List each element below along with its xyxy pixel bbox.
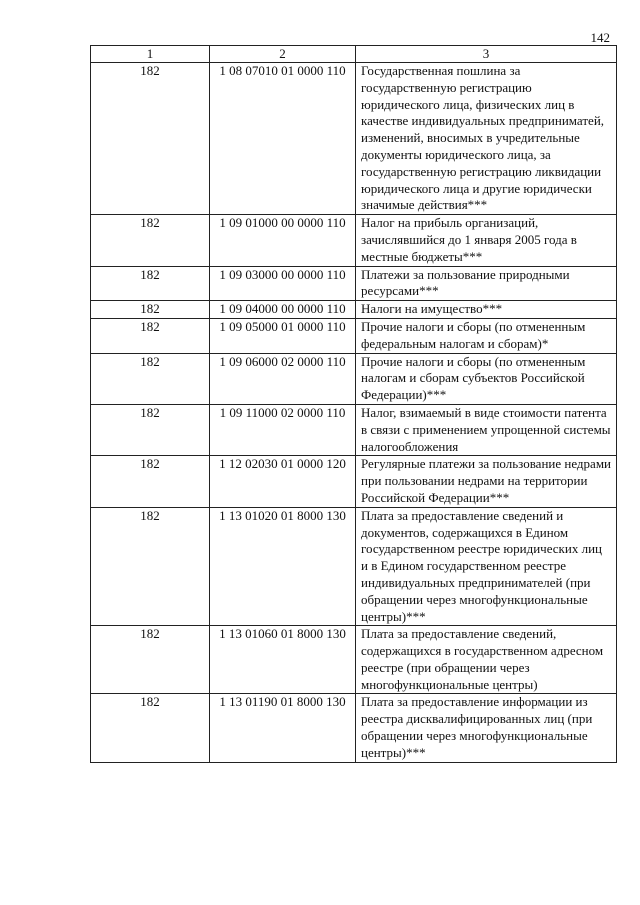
- table-row: [91, 301, 617, 319]
- admin-code-cell: 182: [91, 626, 210, 694]
- income-code-cell: 1 09 01000 00 0000 110: [210, 215, 356, 266]
- column-header-3: 3: [356, 46, 617, 63]
- income-code-cell: 1 13 01060 01 8000 130: [210, 626, 356, 694]
- table-row: [91, 694, 617, 762]
- table-row: [91, 353, 617, 404]
- table-row: [91, 626, 617, 694]
- income-name-cell: Прочие налоги и сборы (по отмененным налогам и сборам субъектов Российской Федерации)***: [356, 353, 617, 404]
- table-row: [91, 404, 617, 455]
- income-code-cell: 1 09 04000 00 0000 110: [210, 301, 356, 319]
- page-number: 142: [590, 30, 610, 45]
- admin-code-cell: 182: [91, 318, 210, 353]
- income-name-cell: Налоги на имущество***: [356, 301, 617, 319]
- admin-code-cell: 182: [91, 694, 210, 762]
- table-row: [91, 266, 617, 301]
- income-code-cell: 1 13 01190 01 8000 130: [210, 694, 356, 762]
- income-name-cell: Прочие налоги и сборы (по отмененным федеральным налогам и сборам)*: [356, 318, 617, 353]
- table-row: [91, 456, 617, 507]
- income-name-cell: Плата за предоставление сведений, содержащихся в государственном адресном реестре (при обращении через многофункциональные центры): [356, 626, 617, 694]
- income-name-cell: Плата за предоставление сведений и документов, содержащихся в Едином государственном реестре юридических лиц и в Едином государственном реестре индивидуальных предпринимателей (при обращении через многофункциональные центры)***: [356, 507, 617, 626]
- column-header-2: 2: [210, 46, 356, 63]
- admin-code-cell: 182: [91, 301, 210, 319]
- table-row: [91, 318, 617, 353]
- admin-code-cell: 182: [91, 404, 210, 455]
- income-name-cell: Регулярные платежи за пользование недрами при пользовании недрами на территории Российской Федерации***: [356, 456, 617, 507]
- admin-code-cell: 182: [91, 215, 210, 266]
- income-name-cell: Плата за предоставление информации из реестра дисквалифицированных лиц (при обращении через многофункциональные центры)***: [356, 694, 617, 762]
- column-header-1: 1: [91, 46, 210, 63]
- income-code-cell: 1 09 06000 02 0000 110: [210, 353, 356, 404]
- admin-code-cell: 182: [91, 266, 210, 301]
- income-code-cell: 1 12 02030 01 0000 120: [210, 456, 356, 507]
- table-row: [91, 507, 617, 626]
- table-row: [91, 63, 617, 215]
- admin-code-cell: 182: [91, 507, 210, 626]
- income-name-cell: Налог, взимаемый в виде стоимости патента в связи с применением упрощенной системы налогообложения: [356, 404, 617, 455]
- income-name-cell: Платежи за пользование природными ресурсами***: [356, 266, 617, 301]
- income-code-cell: 1 09 05000 01 0000 110: [210, 318, 356, 353]
- income-code-cell: 1 09 11000 02 0000 110: [210, 404, 356, 455]
- income-code-cell: 1 13 01020 01 8000 130: [210, 507, 356, 626]
- admin-code-cell: 182: [91, 456, 210, 507]
- admin-code-cell: 182: [91, 353, 210, 404]
- income-code-cell: 1 09 03000 00 0000 110: [210, 266, 356, 301]
- budget-codes-table: [90, 45, 617, 763]
- admin-code-cell: 182: [91, 63, 210, 215]
- table-row: [91, 215, 617, 266]
- income-code-cell: 1 08 07010 01 0000 110: [210, 63, 356, 215]
- table-header-row: [91, 46, 617, 63]
- income-name-cell: Налог на прибыль организаций, зачислявшийся до 1 января 2005 года в местные бюджеты***: [356, 215, 617, 266]
- income-name-cell: Государственная пошлина за государственную регистрацию юридического лица, физических лиц в качестве индивидуальных предприниматей, изменений, вносимых в учредительные документы юридического лица, за государственную регистрацию ликвидации юридического лица и другие юридически значимые действия***: [356, 63, 617, 215]
